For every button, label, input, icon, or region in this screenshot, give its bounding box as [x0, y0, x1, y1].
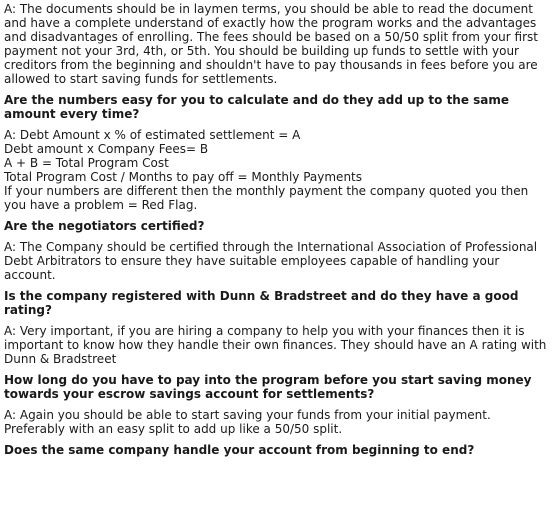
question-escrow: How long do you have to pay into the program before you start saving money towards your escrow savings account for settlements? [4, 373, 532, 401]
question-numbers: Are the numbers easy for you to calculate and do they add up to the same amount every time? [4, 93, 510, 121]
formula-line: Debt amount x Company Fees= B [4, 142, 209, 156]
answer-dunn-bradstreet: A: Very important, if you are hiring a company to help you with your finances then it is important to know how they handle their own finances. They should have an A rating with Dunn & Bradstreet [4, 324, 547, 366]
answer-escrow: A: Again you should be able to start saving your funds from your initial payment. Preferably with an easy split to add up like a 50/50 split. [4, 408, 491, 436]
formula-line: Total Program Cost / Months to pay off = Monthly Payments [4, 170, 363, 184]
intro-answer: A: The documents should be in laymen terms, you should be able to read the document and have a complete understand of exactly how the program works and the advantages and disadvantages of enrolling. The fees should be based on a 50/50 split from your first payment not your 3rd, 4th, or 5th. You should be building up funds to settle with your creditors from the beginning and shouldn't have to pay thousands in fees before you are allowed to start saving funds for settlements. [4, 2, 538, 86]
question-same-company: Does the same company handle your account from beginning to end? [4, 443, 475, 457]
formula-line: A + B = Total Program Cost [4, 156, 169, 170]
question-certified: Are the negotiators certified? [4, 219, 205, 233]
formula-line: A: Debt Amount x % of estimated settlement = A [4, 128, 301, 142]
question-dunn-bradstreet: Is the company registered with Dunn & Bradstreet and do they have a good rating? [4, 289, 519, 317]
red-flag-note: If your numbers are different then the monthly payment the company quoted you then you have a problem = Red Flag. [4, 184, 529, 212]
answer-numbers [4, 128, 552, 212]
answer-certified: A: The Company should be certified through the International Association of Professional Debt Arbitrators to ensure they have suitable employees capable of handling your account. [4, 240, 538, 282]
